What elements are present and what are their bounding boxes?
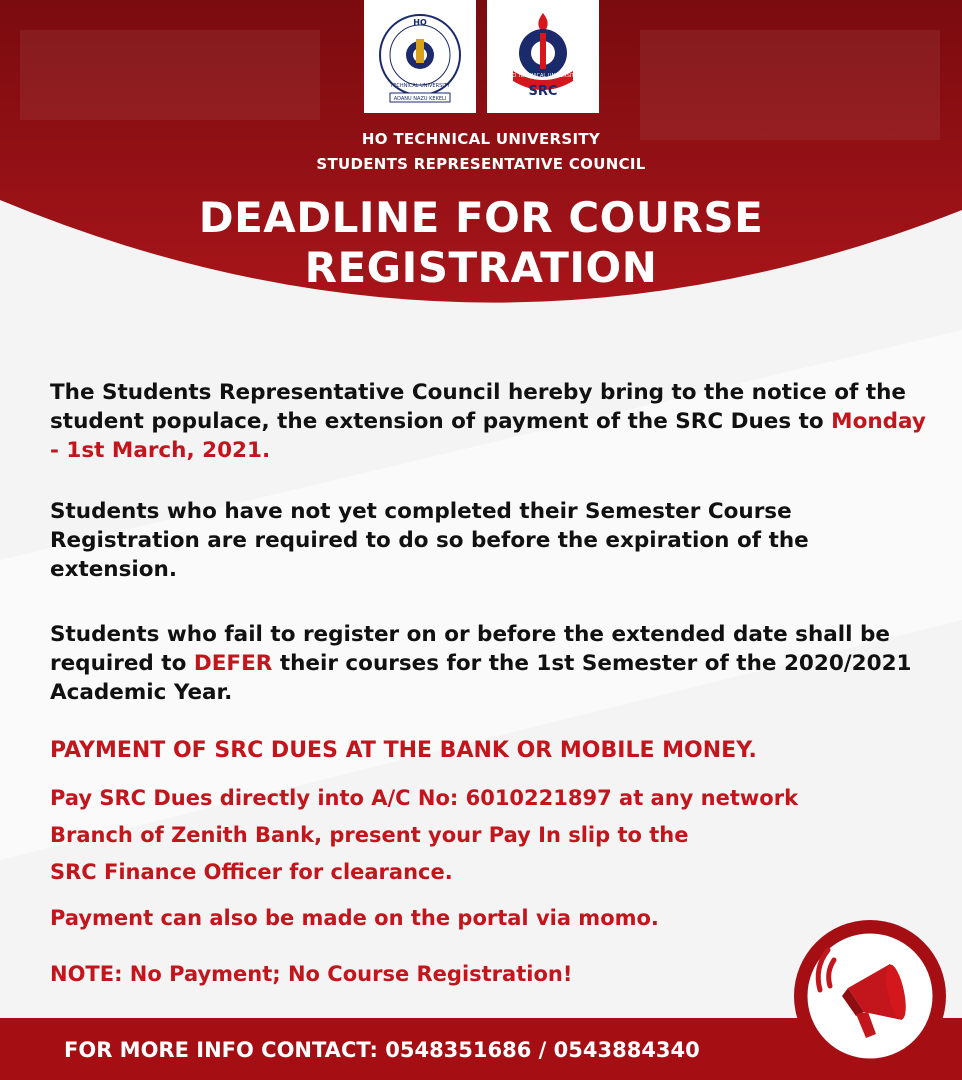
- svg-text:HO: HO: [413, 17, 427, 27]
- momo-note: Payment can also be made on the portal via momo.: [50, 906, 659, 930]
- svg-text:HO TECHNICAL UNIVERSITY: HO TECHNICAL UNIVERSITY: [508, 72, 578, 79]
- university-crest-icon: [372, 9, 468, 105]
- payment-instructions: [50, 780, 910, 891]
- payment-heading: PAYMENT OF SRC DUES AT THE BANK OR MOBILE MONEY.: [50, 738, 757, 763]
- paragraph-extension: [50, 378, 930, 465]
- payment-line-3: SRC Finance Officer for clearance.: [50, 860, 453, 884]
- paragraph-defer: [50, 620, 930, 707]
- council-name: STUDENTS REPRESENTATIVE COUNCIL: [316, 155, 646, 173]
- deadline-date: Monday - 1st March, 2021.: [50, 409, 926, 463]
- defer-keyword: DEFER: [193, 651, 273, 676]
- payment-line-1: Pay SRC Dues directly into A/C No: 6010221897 at any network: [50, 786, 799, 810]
- title-line-1: DEADLINE FOR COURSE: [198, 193, 764, 242]
- payment-line-2: Branch of Zenith Bank, present your Pay In slip to the: [50, 823, 689, 847]
- title-line-2: REGISTRATION: [304, 243, 658, 292]
- paragraph-registration: Students who have not yet completed their Semester Course Registration are required to do so before the expiration of the extension.: [50, 499, 809, 582]
- paragraph-defer-before: Students who fail to register on or before the extended date shall be required to: [50, 622, 890, 676]
- svg-text:TECHNICAL UNIVERSITY: TECHNICAL UNIVERSITY: [390, 82, 450, 89]
- megaphone-icon: [790, 916, 950, 1076]
- svg-text:SRC: SRC: [528, 83, 558, 99]
- registration-note: NOTE: No Payment; No Course Registration!: [50, 962, 573, 986]
- contact-info: FOR MORE INFO CONTACT: 0548351686 / 0543884340: [64, 1038, 700, 1062]
- university-logo: [364, 0, 476, 113]
- svg-text:ADANU NAZU KEKELI: ADANU NAZU KEKELI: [393, 95, 447, 102]
- university-name: HO TECHNICAL UNIVERSITY: [361, 130, 601, 148]
- page-title: [0, 193, 962, 293]
- paragraph-defer-after: their courses for the 1st Semester of the 2020/2021 Academic Year.: [50, 651, 912, 705]
- src-crest-icon: [495, 9, 591, 105]
- src-logo: [487, 0, 599, 113]
- paragraph-extension-text: The Students Representative Council hereby bring to the notice of the student populace, the extension of payment of the SRC Dues to: [50, 380, 906, 434]
